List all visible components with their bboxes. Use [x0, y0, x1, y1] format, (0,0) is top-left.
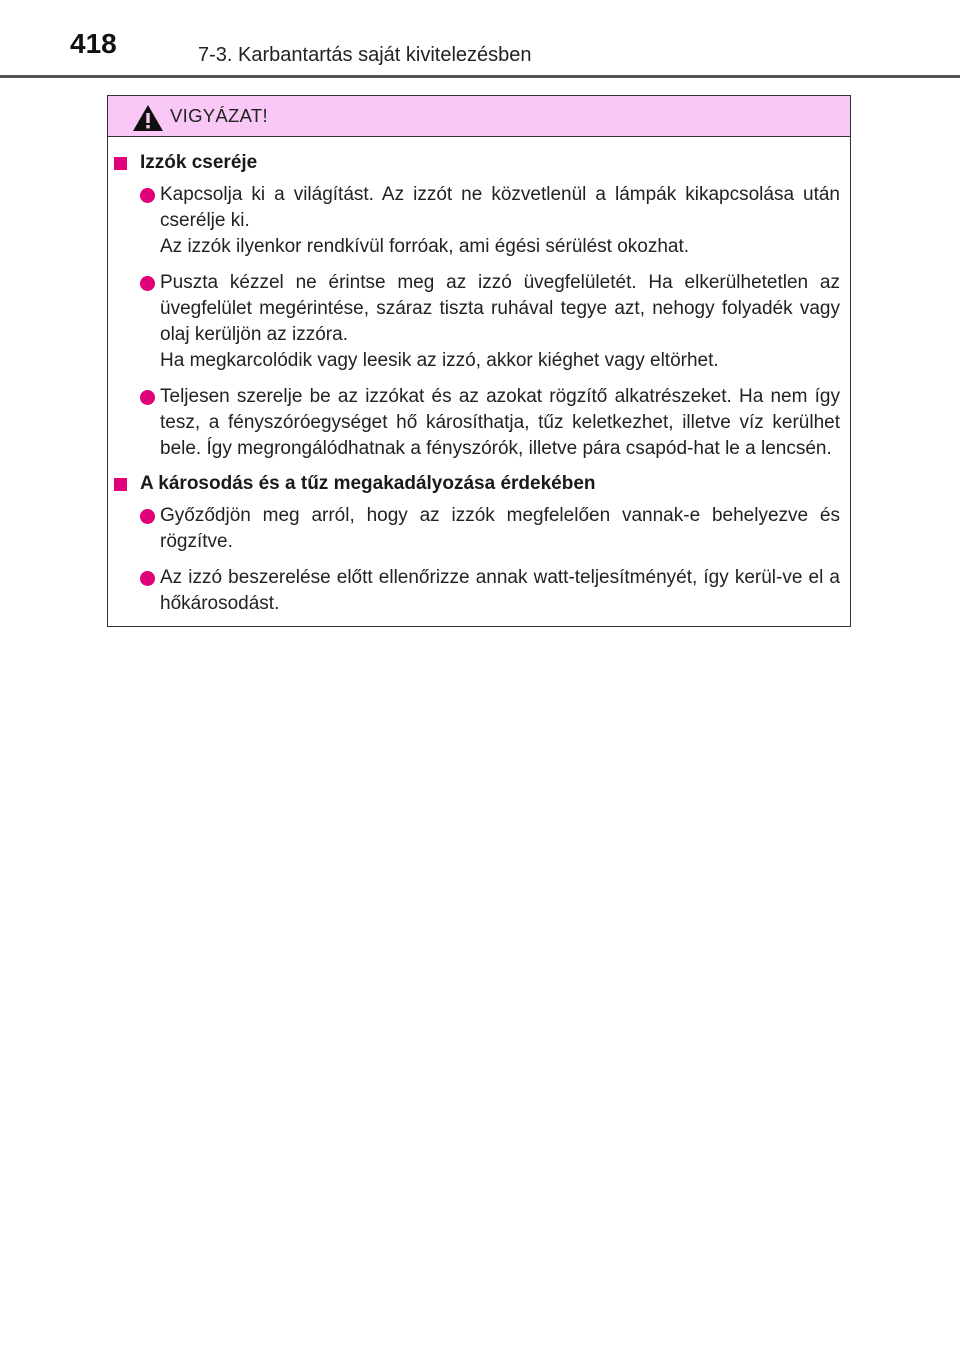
section-bulb-replacement [130, 149, 850, 462]
round-bullet-icon [140, 390, 155, 405]
warning-triangle-icon [132, 104, 164, 132]
item-text: Az izzó beszerelése előtt ellenőrizze annak watt-teljesítményét, így kerül-ve el a hőkárosodást. [160, 567, 840, 614]
round-bullet-icon [140, 188, 155, 203]
item-text: Teljesen szerelje be az izzókat és az azokat rögzítő alkatrészeket. Ha nem így tesz, a fényszóróegységet hő károsíthatja, tűz keletkezhet, illetve víz kerülhet bele. Így megrongálódhatnak a fényszórók, illetve pára csapód-hat le a lencsén. [160, 386, 840, 459]
item-text-continued: Az izzók ilyenkor rendkívül forróak, ami égési sérülést okozhat. [160, 236, 690, 257]
caution-header [108, 96, 850, 137]
round-bullet-icon [140, 509, 155, 524]
round-bullet-icon [140, 571, 155, 586]
caution-content [108, 136, 850, 617]
square-bullet-icon [114, 478, 127, 491]
list-item [142, 565, 840, 617]
list-item [142, 384, 840, 462]
list-item [142, 270, 840, 374]
list-item [142, 182, 840, 260]
section-title: Izzók cseréje [130, 149, 850, 177]
caution-label: VIGYÁZAT! [170, 105, 268, 126]
item-text: Puszta kézzel ne érintse meg az izzó üvegfelületét. Ha elkerülhetetlen az üvegfelület megérintése, száraz tiszta ruhával tegye azt, nehogy folyadék vagy olaj kerüljön az izzóra. [160, 272, 840, 345]
section-damage-fire-prevention [130, 470, 850, 617]
list-item [142, 503, 840, 555]
section-title: A károsodás és a tűz megakadályozása érdekében [130, 470, 850, 498]
page-number: 418 [70, 28, 117, 59]
item-text-continued: Ha megkarcolódik vagy leesik az izzó, akkor kiéghet vagy eltörhet. [160, 350, 719, 371]
header-divider [0, 75, 960, 78]
caution-box [107, 95, 851, 627]
page-header [0, 0, 960, 78]
round-bullet-icon [140, 276, 155, 291]
square-bullet-icon [114, 157, 127, 170]
item-text: Győződjön meg arról, hogy az izzók megfelelően vannak-e behelyezve és rögzítve. [160, 505, 840, 552]
chapter-title: 7-3. Karbantartás saját kivitelezésben [198, 44, 532, 66]
item-text: Kapcsolja ki a világítást. Az izzót ne közvetlenül a lámpák kikapcsolása után cserélje ki. [160, 184, 840, 231]
